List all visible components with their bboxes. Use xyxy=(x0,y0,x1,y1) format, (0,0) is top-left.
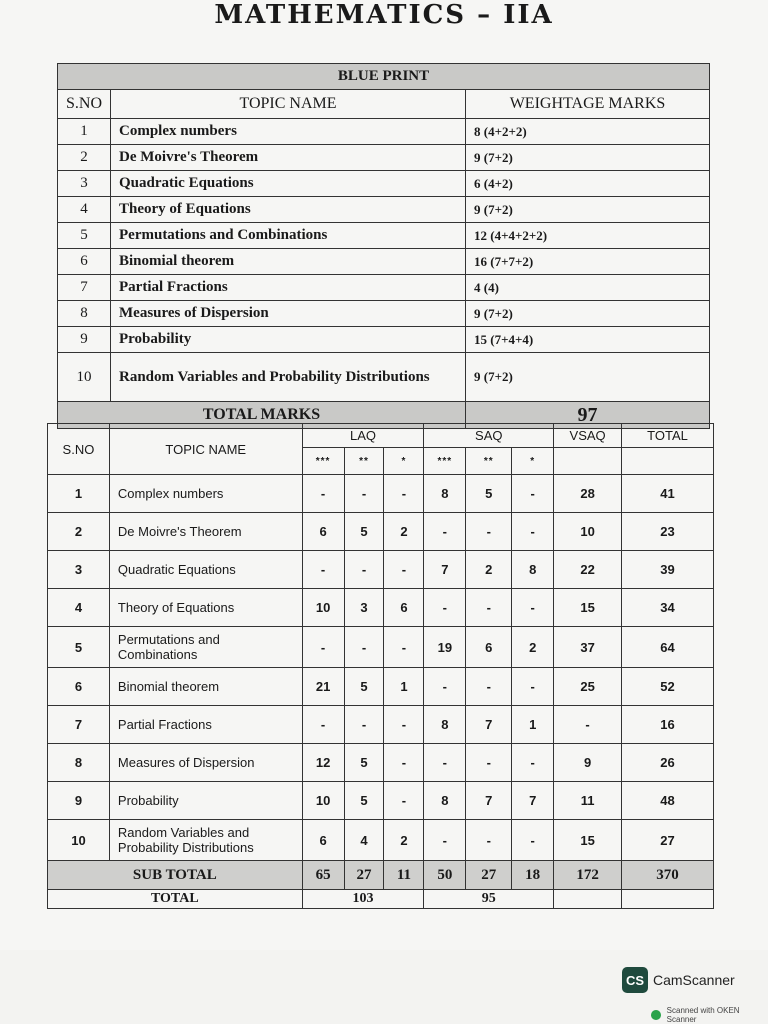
page-title: MATHEMATICS – IIA xyxy=(214,0,554,30)
sno-cell: 4 xyxy=(48,589,110,627)
weight-cell: 8 (4+2+2) xyxy=(466,119,710,145)
table-row xyxy=(58,119,710,145)
topic-cell: De Moivre's Theorem xyxy=(109,513,302,551)
col-vsaq-header: VSAQ xyxy=(554,424,622,448)
value-cell: 15 xyxy=(554,820,622,861)
value-cell: 5 xyxy=(344,744,384,782)
weight-cell: 12 (4+4+2+2) xyxy=(466,223,710,249)
topic-cell: Binomial theorem xyxy=(111,249,466,275)
value-cell: 39 xyxy=(622,551,714,589)
value-cell: 1 xyxy=(384,668,424,706)
topic-cell: Random Variables and Probability Distributions xyxy=(109,820,302,861)
sno-cell: 7 xyxy=(48,706,110,744)
empty-cell xyxy=(554,448,622,475)
value-cell: 26 xyxy=(622,744,714,782)
value-cell: - xyxy=(466,744,512,782)
subtotal-cell: 27 xyxy=(466,861,512,890)
value-cell: 15 xyxy=(554,589,622,627)
question-distribution-table xyxy=(47,423,714,909)
value-cell: - xyxy=(424,820,466,861)
topic-cell: Measures of Dispersion xyxy=(111,301,466,327)
table-row xyxy=(48,627,714,668)
value-cell: - xyxy=(384,782,424,820)
topic-cell: Complex numbers xyxy=(109,475,302,513)
weight-cell: 9 (7+2) xyxy=(466,145,710,171)
value-cell: 6 xyxy=(302,513,344,551)
star-label: *** xyxy=(424,448,466,475)
value-cell: 27 xyxy=(622,820,714,861)
value-cell: 8 xyxy=(424,782,466,820)
table-row xyxy=(58,171,710,197)
col-laq-header: LAQ xyxy=(302,424,424,448)
sno-cell: 10 xyxy=(58,353,111,402)
topic-cell: Quadratic Equations xyxy=(109,551,302,589)
value-cell: - xyxy=(466,589,512,627)
value-cell: 8 xyxy=(424,706,466,744)
blueprint-table xyxy=(57,63,710,429)
value-cell: - xyxy=(384,627,424,668)
subtotal-cell: 172 xyxy=(554,861,622,890)
star-label: ** xyxy=(466,448,512,475)
value-cell: - xyxy=(512,513,554,551)
value-cell: - xyxy=(344,475,384,513)
sno-cell: 9 xyxy=(58,327,111,353)
value-cell: - xyxy=(384,475,424,513)
value-cell: - xyxy=(512,668,554,706)
value-cell: 2 xyxy=(384,513,424,551)
topic-cell: Partial Fractions xyxy=(111,275,466,301)
table-row xyxy=(58,249,710,275)
value-cell: - xyxy=(554,706,622,744)
sno-cell: 8 xyxy=(58,301,111,327)
value-cell: 3 xyxy=(344,589,384,627)
table-row xyxy=(58,353,710,402)
value-cell: 2 xyxy=(466,551,512,589)
value-cell: 19 xyxy=(424,627,466,668)
value-cell: 8 xyxy=(424,475,466,513)
col-sno-header: S.NO xyxy=(58,90,111,119)
value-cell: 25 xyxy=(554,668,622,706)
value-cell: 2 xyxy=(512,627,554,668)
value-cell: - xyxy=(302,627,344,668)
value-cell: - xyxy=(424,513,466,551)
value-cell: 12 xyxy=(302,744,344,782)
star-label: *** xyxy=(302,448,344,475)
value-cell: 11 xyxy=(554,782,622,820)
camscanner-logo-icon: CS xyxy=(622,967,648,993)
total-saq: 95 xyxy=(424,890,554,909)
sno-cell: 10 xyxy=(48,820,110,861)
sno-cell: 8 xyxy=(48,744,110,782)
sno-cell: 3 xyxy=(58,171,111,197)
table-row xyxy=(58,145,710,171)
value-cell: - xyxy=(302,706,344,744)
value-cell: - xyxy=(344,551,384,589)
value-cell: 1 xyxy=(512,706,554,744)
value-cell: 5 xyxy=(344,782,384,820)
weight-cell: 4 (4) xyxy=(466,275,710,301)
table-row xyxy=(48,782,714,820)
sno-cell: 2 xyxy=(58,145,111,171)
weight-cell: 6 (4+2) xyxy=(466,171,710,197)
value-cell: - xyxy=(384,706,424,744)
total-laq: 103 xyxy=(302,890,424,909)
value-cell: 48 xyxy=(622,782,714,820)
col-sno-header: S.NO xyxy=(48,424,110,475)
table-row xyxy=(48,744,714,782)
weight-cell: 16 (7+7+2) xyxy=(466,249,710,275)
table-row xyxy=(58,223,710,249)
value-cell: 34 xyxy=(622,589,714,627)
value-cell: - xyxy=(344,706,384,744)
star-label: ** xyxy=(344,448,384,475)
value-cell: 7 xyxy=(512,782,554,820)
table-row xyxy=(48,706,714,744)
subtotal-cell: 65 xyxy=(302,861,344,890)
value-cell: - xyxy=(512,475,554,513)
sno-cell: 2 xyxy=(48,513,110,551)
value-cell: 22 xyxy=(554,551,622,589)
value-cell: - xyxy=(344,627,384,668)
sno-cell: 1 xyxy=(58,119,111,145)
topic-cell: Theory of Equations xyxy=(109,589,302,627)
sno-cell: 6 xyxy=(58,249,111,275)
star-label: * xyxy=(512,448,554,475)
sno-cell: 5 xyxy=(58,223,111,249)
value-cell: - xyxy=(424,589,466,627)
value-cell: 52 xyxy=(622,668,714,706)
empty-cell xyxy=(622,890,714,909)
scanned-text: Scanned with OKEN Scanner xyxy=(666,1006,740,1024)
topic-cell: Random Variables and Probability Distributions xyxy=(111,353,466,402)
sno-cell: 1 xyxy=(48,475,110,513)
value-cell: 7 xyxy=(466,706,512,744)
value-cell: 6 xyxy=(302,820,344,861)
subtotal-cell: 370 xyxy=(622,861,714,890)
sno-cell: 9 xyxy=(48,782,110,820)
value-cell: 16 xyxy=(622,706,714,744)
total-label: TOTAL xyxy=(48,890,303,909)
value-cell: 10 xyxy=(554,513,622,551)
table-row xyxy=(48,551,714,589)
table-row xyxy=(58,275,710,301)
value-cell: 5 xyxy=(344,513,384,551)
value-cell: - xyxy=(424,668,466,706)
empty-cell xyxy=(622,448,714,475)
blueprint-heading: BLUE PRINT xyxy=(58,64,710,90)
weight-cell: 9 (7+2) xyxy=(466,301,710,327)
topic-cell: Quadratic Equations xyxy=(111,171,466,197)
value-cell: - xyxy=(512,820,554,861)
value-cell: 8 xyxy=(512,551,554,589)
topic-cell: Probability xyxy=(109,782,302,820)
sno-cell: 4 xyxy=(58,197,111,223)
subtotal-label: SUB TOTAL xyxy=(48,861,303,890)
value-cell: 23 xyxy=(622,513,714,551)
sno-cell: 6 xyxy=(48,668,110,706)
value-cell: 37 xyxy=(554,627,622,668)
camscanner-name: CamScanner xyxy=(653,972,735,988)
value-cell: 7 xyxy=(424,551,466,589)
sno-cell: 3 xyxy=(48,551,110,589)
value-cell: 10 xyxy=(302,782,344,820)
col-topic-header: TOPIC NAME xyxy=(111,90,466,119)
topic-cell: De Moivre's Theorem xyxy=(111,145,466,171)
value-cell: 6 xyxy=(384,589,424,627)
topic-cell: Permutations and Combinations xyxy=(111,223,466,249)
table-row xyxy=(48,513,714,551)
value-cell: - xyxy=(466,668,512,706)
value-cell: 6 xyxy=(466,627,512,668)
topic-cell: Complex numbers xyxy=(111,119,466,145)
value-cell: - xyxy=(512,744,554,782)
table-row xyxy=(48,589,714,627)
col-saq-header: SAQ xyxy=(424,424,554,448)
topic-cell: Measures of Dispersion xyxy=(109,744,302,782)
value-cell: 5 xyxy=(466,475,512,513)
scanner-logo-icon xyxy=(651,1010,661,1020)
value-cell: 5 xyxy=(344,668,384,706)
scanned-with-note xyxy=(651,1006,768,1024)
value-cell: - xyxy=(512,589,554,627)
topic-cell: Binomial theorem xyxy=(109,668,302,706)
value-cell: 21 xyxy=(302,668,344,706)
topic-cell: Partial Fractions xyxy=(109,706,302,744)
value-cell: 2 xyxy=(384,820,424,861)
subtotal-cell: 50 xyxy=(424,861,466,890)
topic-cell: Theory of Equations xyxy=(111,197,466,223)
total-marks-label: TOTAL MARKS xyxy=(58,402,466,429)
table-row xyxy=(48,668,714,706)
topic-cell: Permutations and Combinations xyxy=(109,627,302,668)
subtotal-cell: 18 xyxy=(512,861,554,890)
value-cell: - xyxy=(302,551,344,589)
weight-cell: 9 (7+2) xyxy=(466,353,710,402)
topic-cell: Probability xyxy=(111,327,466,353)
table-row xyxy=(48,820,714,861)
table-row xyxy=(58,197,710,223)
col-weight-header: WEIGHTAGE MARKS xyxy=(466,90,710,119)
camscanner-watermark xyxy=(622,967,735,993)
value-cell: - xyxy=(384,551,424,589)
value-cell: - xyxy=(466,513,512,551)
col-total-header: TOTAL xyxy=(622,424,714,448)
value-cell: - xyxy=(466,820,512,861)
table-row xyxy=(48,475,714,513)
sno-cell: 7 xyxy=(58,275,111,301)
value-cell: 28 xyxy=(554,475,622,513)
col-topic-header: TOPIC NAME xyxy=(109,424,302,475)
value-cell: - xyxy=(424,744,466,782)
table-row xyxy=(58,327,710,353)
subtotal-cell: 11 xyxy=(384,861,424,890)
subtotal-cell: 27 xyxy=(344,861,384,890)
value-cell: 9 xyxy=(554,744,622,782)
value-cell: 10 xyxy=(302,589,344,627)
subtotal-row xyxy=(48,861,714,890)
star-label: * xyxy=(384,448,424,475)
value-cell: - xyxy=(302,475,344,513)
value-cell: 64 xyxy=(622,627,714,668)
weight-cell: 15 (7+4+4) xyxy=(466,327,710,353)
empty-cell xyxy=(554,890,622,909)
value-cell: 7 xyxy=(466,782,512,820)
value-cell: 41 xyxy=(622,475,714,513)
value-cell: - xyxy=(384,744,424,782)
total-row xyxy=(48,890,714,909)
total-marks-value: 97 xyxy=(466,402,710,429)
value-cell: 4 xyxy=(344,820,384,861)
weight-cell: 9 (7+2) xyxy=(466,197,710,223)
sno-cell: 5 xyxy=(48,627,110,668)
table-row xyxy=(58,301,710,327)
